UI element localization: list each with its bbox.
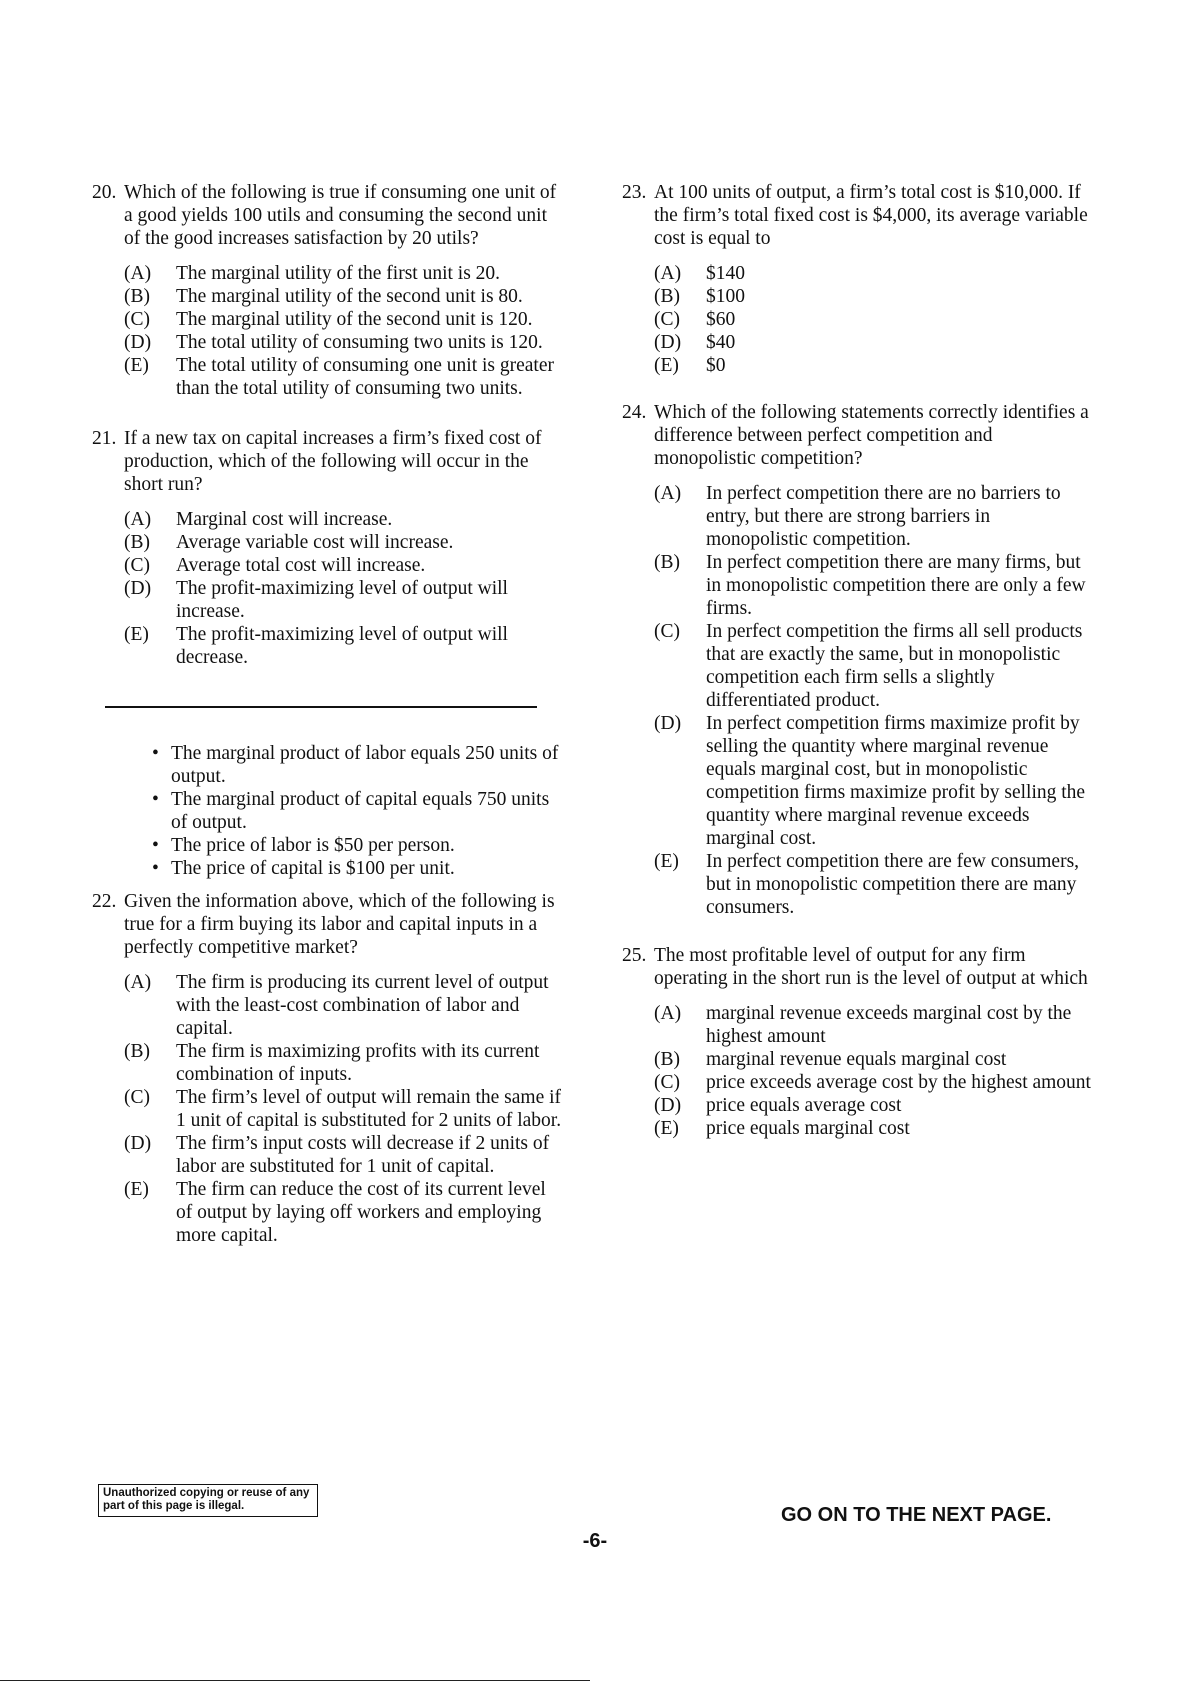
option-letter: (B) bbox=[124, 286, 150, 307]
option-text: In perfect competition the firms all sell products that are exactly the same, but in monopolistic competition each firm sells a slightly differentiated product. bbox=[706, 621, 1083, 711]
question-number: 22. bbox=[92, 891, 117, 912]
info-text: The marginal product of labor equals 250 units of output. bbox=[171, 743, 559, 787]
option-letter: (C) bbox=[124, 1087, 150, 1108]
option-e[interactable] bbox=[124, 1178, 562, 1247]
option-letter: (B) bbox=[124, 532, 150, 553]
info-text: The marginal product of capital equals 750 units of output. bbox=[171, 789, 550, 833]
option-text: Marginal cost will increase. bbox=[176, 509, 393, 530]
info-bullet bbox=[152, 857, 562, 880]
question-21 bbox=[92, 427, 562, 669]
option-letter: (A) bbox=[654, 1003, 682, 1024]
bullet-icon: • bbox=[152, 789, 159, 810]
option-d[interactable] bbox=[124, 577, 562, 623]
option-letter: (B) bbox=[654, 286, 680, 307]
option-e[interactable] bbox=[654, 354, 1092, 377]
info-bullet bbox=[152, 742, 562, 788]
option-letter: (B) bbox=[654, 552, 680, 573]
option-a[interactable] bbox=[124, 508, 562, 531]
option-text: The marginal utility of the second unit is 120. bbox=[176, 309, 533, 330]
option-b[interactable] bbox=[124, 1040, 562, 1086]
option-letter: (E) bbox=[654, 1118, 679, 1139]
bottom-rule bbox=[0, 1680, 590, 1681]
option-b[interactable] bbox=[654, 1048, 1092, 1071]
option-letter: (A) bbox=[124, 509, 152, 530]
option-a[interactable] bbox=[124, 971, 562, 1040]
question-stem: Given the information above, which of the following is true for a firm buying its labor and capital inputs in a perfectly competitive market? bbox=[124, 891, 555, 958]
option-text: $100 bbox=[706, 286, 745, 307]
question-20 bbox=[92, 181, 562, 400]
option-e[interactable] bbox=[124, 354, 562, 400]
option-e[interactable] bbox=[124, 623, 562, 669]
option-text: In perfect competition firms maximize profit by selling the quantity where marginal revenue equals marginal cost, but in monopolistic competition firms maximize profit by selling the quantity where marginal revenue exceeds marginal cost. bbox=[706, 713, 1086, 849]
option-letter: (A) bbox=[124, 972, 152, 993]
option-d[interactable] bbox=[124, 1132, 562, 1178]
answer-options bbox=[92, 262, 562, 400]
option-text: The marginal utility of the first unit is 20. bbox=[176, 263, 501, 284]
option-c[interactable] bbox=[124, 308, 562, 331]
option-b[interactable] bbox=[124, 531, 562, 554]
answer-options bbox=[92, 508, 562, 669]
question-stem: At 100 units of output, a firm’s total cost is $10,000. If the firm’s total fixed cost is $4,000, its average variable cost is equal to bbox=[654, 182, 1088, 249]
question-25 bbox=[622, 944, 1092, 1140]
option-text: price equals average cost bbox=[706, 1095, 902, 1116]
option-letter: (C) bbox=[124, 555, 150, 576]
option-e[interactable] bbox=[654, 1117, 1092, 1140]
question-number: 23. bbox=[622, 182, 647, 203]
option-letter: (D) bbox=[654, 713, 682, 734]
option-letter: (A) bbox=[654, 263, 682, 284]
option-text: The profit-maximizing level of output will decrease. bbox=[176, 624, 508, 668]
option-d[interactable] bbox=[124, 331, 562, 354]
question-number: 20. bbox=[92, 182, 117, 203]
option-letter: (E) bbox=[654, 355, 679, 376]
option-letter: (E) bbox=[124, 1179, 149, 1200]
answer-options bbox=[622, 262, 1092, 377]
copyright-notice: Unauthorized copying or reuse of any part of this page is illegal. bbox=[98, 1484, 318, 1517]
info-bullet bbox=[152, 834, 562, 857]
page-number: -6- bbox=[582, 1530, 608, 1552]
option-text: In perfect competition there are no barriers to entry, but there are strong barriers in monopolistic competition. bbox=[706, 483, 1061, 550]
option-text: In perfect competition there are few consumers, but in monopolistic competition there are many consumers. bbox=[706, 851, 1080, 918]
option-text: The marginal utility of the second unit is 80. bbox=[176, 286, 523, 307]
answer-options bbox=[622, 482, 1092, 919]
option-b[interactable] bbox=[654, 551, 1092, 620]
option-letter: (D) bbox=[654, 1095, 682, 1116]
info-text: The price of labor is $50 per person. bbox=[171, 835, 455, 856]
option-text: Average variable cost will increase. bbox=[176, 532, 454, 553]
question-stem: Which of the following statements correctly identifies a difference between perfect competition and monopolistic competition? bbox=[654, 402, 1089, 469]
option-text: $0 bbox=[706, 355, 726, 376]
question-24 bbox=[622, 401, 1092, 919]
option-text: The firm can reduce the cost of its current level of output by laying off workers and employing more capital. bbox=[176, 1179, 546, 1246]
option-text: The total utility of consuming one unit is greater than the total utility of consuming two units. bbox=[176, 355, 555, 399]
option-a[interactable] bbox=[124, 262, 562, 285]
option-letter: (B) bbox=[124, 1041, 150, 1062]
option-text: The firm is producing its current level of output with the least-cost combination of labor and capital. bbox=[176, 972, 549, 1039]
option-text: marginal revenue exceeds marginal cost by the highest amount bbox=[706, 1003, 1072, 1047]
question-number: 24. bbox=[622, 402, 647, 423]
option-text: In perfect competition there are many firms, but in monopolistic competition there are only a few firms. bbox=[706, 552, 1086, 619]
option-text: The firm’s level of output will remain the same if 1 unit of capital is substituted for 2 units of labor. bbox=[176, 1087, 562, 1131]
right-column bbox=[622, 181, 1092, 1140]
option-letter: (A) bbox=[124, 263, 152, 284]
option-text: $140 bbox=[706, 263, 745, 284]
option-c[interactable] bbox=[124, 1086, 562, 1132]
option-text: $40 bbox=[706, 332, 736, 353]
question-stem: If a new tax on capital increases a firm’s fixed cost of production, which of the following will occur in the short run? bbox=[124, 428, 542, 495]
option-letter: (C) bbox=[654, 1072, 680, 1093]
question-23 bbox=[622, 181, 1092, 377]
option-c[interactable] bbox=[124, 554, 562, 577]
option-c[interactable] bbox=[654, 620, 1092, 712]
option-text: The total utility of consuming two units is 120. bbox=[176, 332, 543, 353]
option-letter: (C) bbox=[654, 621, 680, 642]
option-a[interactable] bbox=[654, 482, 1092, 551]
option-text: The firm is maximizing profits with its current combination of inputs. bbox=[176, 1041, 540, 1085]
option-text: The profit-maximizing level of output will increase. bbox=[176, 578, 508, 622]
option-text: marginal revenue equals marginal cost bbox=[706, 1049, 1007, 1070]
option-c[interactable] bbox=[654, 308, 1092, 331]
question-number: 25. bbox=[622, 945, 647, 966]
section-divider bbox=[105, 706, 537, 708]
option-letter: (B) bbox=[654, 1049, 680, 1070]
option-c[interactable] bbox=[654, 1071, 1092, 1094]
option-text: The firm’s input costs will decrease if 2 units of labor are substituted for 1 unit of capital. bbox=[176, 1133, 550, 1177]
option-a[interactable] bbox=[654, 1002, 1092, 1048]
question-number: 21. bbox=[92, 428, 117, 449]
bullet-icon: • bbox=[152, 835, 159, 856]
option-letter: (D) bbox=[654, 332, 682, 353]
question-stem: Which of the following is true if consuming one unit of a good yields 100 utils and consuming the second unit of the good increases satisfaction by 20 utils? bbox=[124, 182, 557, 249]
option-letter: (C) bbox=[654, 309, 680, 330]
next-page-instruction: GO ON TO THE NEXT PAGE. bbox=[781, 1504, 1052, 1526]
option-text: Average total cost will increase. bbox=[176, 555, 426, 576]
question-22 bbox=[92, 890, 562, 1247]
info-bullet bbox=[152, 788, 562, 834]
bullet-icon: • bbox=[152, 743, 159, 764]
option-b[interactable] bbox=[654, 285, 1092, 308]
info-text: The price of capital is $100 per unit. bbox=[171, 858, 455, 879]
option-b[interactable] bbox=[124, 285, 562, 308]
option-text: price exceeds average cost by the highest amount bbox=[706, 1072, 1091, 1093]
option-letter: (D) bbox=[124, 578, 152, 599]
option-d[interactable] bbox=[654, 712, 1092, 850]
option-letter: (C) bbox=[124, 309, 150, 330]
option-letter: (E) bbox=[124, 624, 149, 645]
answer-options bbox=[92, 971, 562, 1247]
option-a[interactable] bbox=[654, 262, 1092, 285]
option-text: $60 bbox=[706, 309, 736, 330]
option-d[interactable] bbox=[654, 331, 1092, 354]
option-letter: (D) bbox=[124, 1133, 152, 1154]
option-letter: (E) bbox=[124, 355, 149, 376]
option-e[interactable] bbox=[654, 850, 1092, 919]
left-column bbox=[92, 181, 562, 1247]
option-letter: (E) bbox=[654, 851, 679, 872]
option-text: price equals marginal cost bbox=[706, 1118, 910, 1139]
option-letter: (A) bbox=[654, 483, 682, 504]
option-letter: (D) bbox=[124, 332, 152, 353]
option-d[interactable] bbox=[654, 1094, 1092, 1117]
question-22-information bbox=[92, 742, 562, 880]
bullet-icon: • bbox=[152, 858, 159, 879]
answer-options bbox=[622, 1002, 1092, 1140]
question-stem: The most profitable level of output for any firm operating in the short run is the level of output at which bbox=[654, 945, 1088, 989]
